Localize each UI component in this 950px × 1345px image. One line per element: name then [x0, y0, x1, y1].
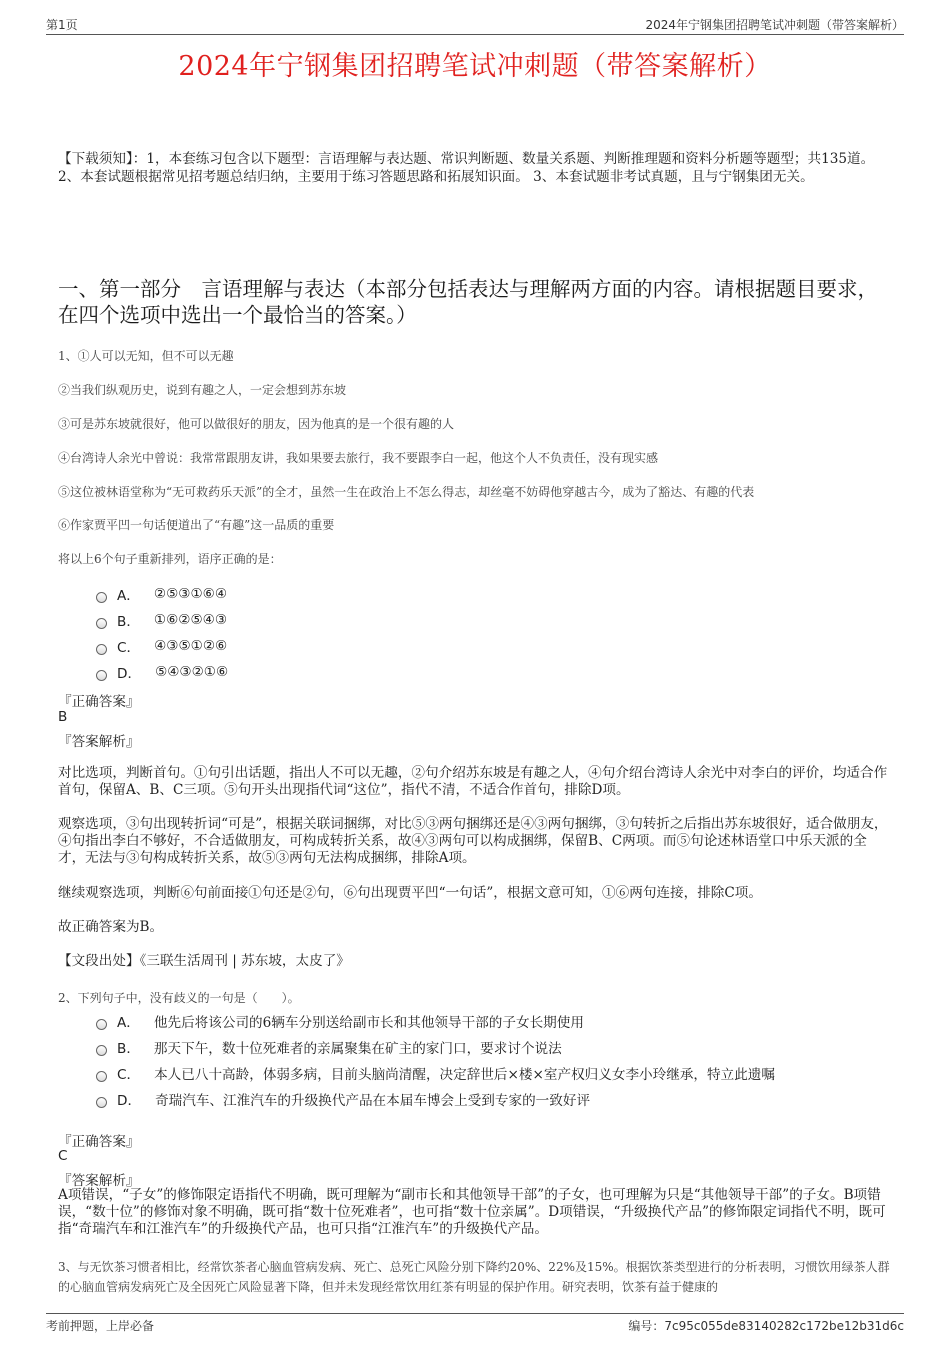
- q2-option-b[interactable]: [96, 1037, 562, 1057]
- q1-line: ⑥作家贾平凹一句话便道出了“有趣”这一品质的重要: [58, 518, 335, 532]
- q1-line: ③可是苏东坡就很好，他可以做很好的朋友，因为他真的是一个很有趣的人: [58, 417, 455, 431]
- q1-source: 【文段出处】《三联生活周刊 | 苏东坡，太皮了》: [58, 953, 350, 969]
- q1-option-b[interactable]: [96, 610, 227, 630]
- option-text: ④③⑤①②⑥: [154, 638, 228, 654]
- q1-option-c[interactable]: [96, 636, 227, 656]
- radio-button[interactable]: [96, 670, 107, 681]
- footer-code: 编号：7c95c055de83140282c172be12b31d6c: [628, 1319, 904, 1333]
- q1-prompt: 将以上6个句子重新排列，语序正确的是：: [58, 552, 282, 566]
- q1-line: ②当我们纵观历史，说到有趣之人，一定会想到苏东坡: [58, 383, 347, 397]
- q2-option-a[interactable]: [96, 1011, 584, 1031]
- q1-analysis-paragraph: 故正确答案为B。: [58, 919, 164, 935]
- option-text: 那天下午，数十位死难者的亲属聚集在矿主的家门口，要求讨个说法: [153, 1041, 562, 1057]
- q3-text: 3、与无饮茶习惯者相比，经常饮茶者心脑血管病发病、死亡、总死亡风险分别下降约20%、22%及15%。根据饮茶类型进行的分析表明，习惯饮用绿茶人群的心脑血管病发病死亡及全因死亡风险显著下降，但并未发现经常饮用红茶有明显的保护作用。研究表明，饮茶有益于健康的: [58, 1260, 890, 1294]
- page-number: 第1页: [46, 18, 78, 32]
- q2-option-d[interactable]: [96, 1089, 590, 1109]
- q1-analysis-label: 『答案解析』: [58, 734, 140, 750]
- option-letter: A．: [117, 588, 140, 604]
- option-text: ②⑤③①⑥④: [153, 586, 228, 602]
- q1-option-d[interactable]: [96, 662, 228, 682]
- page-footer: [46, 1313, 904, 1334]
- q1-answer-label: 『正确答案』: [58, 694, 140, 710]
- radio-button[interactable]: [96, 618, 107, 629]
- option-text: ①⑥②⑤④③: [153, 612, 228, 628]
- option-text: ⑤④③②①⑥: [155, 664, 229, 680]
- q2-analysis: A项错误，“子女”的修饰限定语指代不明确，既可理解为“副市长和其他领导干部”的子女，也可理解为只是“其他领导干部”的子女。B项错误，“数十位”的修饰对象不明确，既可指“数十位死难者”，也可指“数十位亲属”。D项错误，“升级换代产品”的修饰限定词指代不明，既可指“奇瑞汽车和江淮汽车”的升级换代产品，也可只指“江淮汽车”的升级换代产品。: [58, 1187, 886, 1237]
- option-text: 他先后将该公司的6辆车分别送给副市长和其他领导干部的子女长期使用: [153, 1015, 584, 1031]
- option-letter: C．: [117, 1067, 141, 1083]
- option-text: 奇瑞汽车、江淮汽车的升级换代产品在本届车博会上受到专家的一致好评: [155, 1093, 591, 1109]
- q1-line: ⑤这位被林语堂称为“无可救药乐天派”的全才，虽然一生在政治上不怎么得志，却丝毫不妨碍他穿越古今，成为了豁达、有趣的代表: [58, 485, 755, 499]
- option-text: 本人已八十高龄，体弱多病，目前头脑尚清醒，决定辞世后×楼×室产权归义女李小玲继承，特立此遗嘱: [154, 1067, 775, 1083]
- radio-button[interactable]: [96, 644, 107, 655]
- q2-analysis-label: 『答案解析』: [58, 1173, 140, 1189]
- option-letter: C．: [117, 640, 141, 656]
- radio-button[interactable]: [96, 592, 107, 603]
- q1-answer: B: [58, 709, 68, 725]
- footer-slogan: 考前押题，上岸必备: [46, 1319, 155, 1333]
- option-letter: B．: [117, 614, 140, 630]
- option-letter: A．: [117, 1015, 140, 1031]
- radio-button[interactable]: [96, 1097, 107, 1108]
- radio-button[interactable]: [96, 1045, 107, 1056]
- document-title: 2024年宁钢集团招聘笔试冲刺题（带答案解析）: [178, 51, 772, 82]
- header-doc-title: 2024年宁钢集团招聘笔试冲刺题（带答案解析）: [645, 18, 904, 32]
- q2-answer: C: [58, 1148, 68, 1164]
- q2-option-c[interactable]: [96, 1063, 775, 1083]
- q2-answer-label: 『正确答案』: [58, 1134, 140, 1150]
- q1-line: ④台湾诗人余光中曾说：我常常跟朋友讲，我如果要去旅行，我不要跟李白一起，他这个人不负责任，没有现实感: [58, 451, 659, 465]
- page-header: [46, 14, 904, 35]
- download-notice: 【下载须知】：1，本套练习包含以下题型：言语理解与表达题、常识判断题、数量关系题、判断推理题和资料分析题等题型；共135道。 2、本套试题根据常见招考题总结归纳，主要用于练习答题思路和拓展知识面。 3、本套试题非考试真题，且与宁钢集团无关。: [58, 151, 875, 185]
- q2-question: 2、下列句子中，没有歧义的一句是（ ）。: [58, 991, 300, 1005]
- q1-option-a[interactable]: [96, 584, 227, 604]
- option-letter: B．: [117, 1041, 140, 1057]
- option-letter: D．: [117, 666, 142, 682]
- q1-analysis-paragraph: 观察选项，③句出现转折词“可是”，根据关联词捆绑，对比⑤③两句捆绑还是④③两句捆绑，③句转折之后指出苏东坡很好，适合做朋友，④句指出李白不够好，不合适做朋友，可构成转折关系，故④③两句可以构成捆绑，保留B、C两项。而⑤句论述林语堂口中乐天派的全才，无法与③句构成转折关系，故⑤③两句无法构成捆绑，排除A项。: [58, 816, 888, 866]
- q1-analysis-paragraph: 继续观察选项，判断⑥句前面接①句还是②句，⑥句出现贾平凹“一句话”，根据文意可知，①⑥两句连接，排除C项。: [58, 885, 762, 901]
- q1-analysis-paragraph: 对比选项，判断首句。①句引出话题，指出人不可以无趣，②句介绍苏东坡是有趣之人，④句介绍台湾诗人余光中对李白的评价，均适合作首句，保留A、B、C三项。⑤句开头出现指代词“这位”，指代不清，不适合作首句，排除D项。: [58, 765, 888, 798]
- radio-button[interactable]: [96, 1071, 107, 1082]
- option-letter: D．: [117, 1093, 142, 1109]
- section-title: 一、第一部分 言语理解与表达（本部分包括表达与理解两方面的内容。请根据题目要求，在四个选项中选出一个最恰当的答案。）: [58, 277, 878, 327]
- radio-button[interactable]: [96, 1019, 107, 1030]
- q1-line: 1、①人可以无知，但不可以无趣: [58, 349, 234, 363]
